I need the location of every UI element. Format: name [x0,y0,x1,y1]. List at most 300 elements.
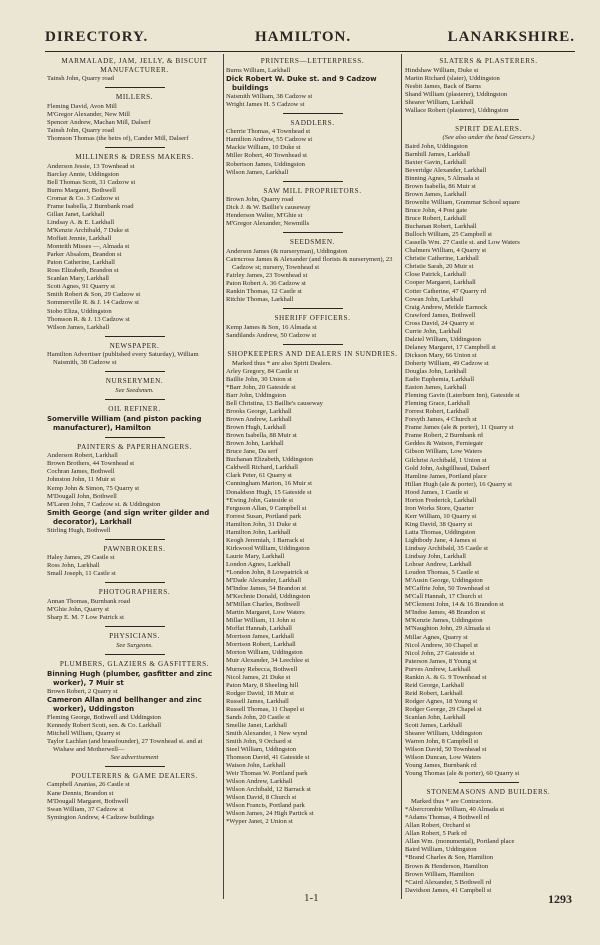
directory-section [226,57,399,109]
directory-entry: Kennedy Robert Scott, sen. & Co. Larkhall [47,721,162,729]
directory-entry: Currie John, Larkhall [405,327,462,335]
directory-entry: Martin Margaret, Low Waters [226,609,305,617]
directory-entry: Wallace Robert (plasterer), Uddingston [405,106,509,114]
directory-entry: Gibson William, Low Waters [405,448,482,456]
directory-entry: Gold John, Ashgillhead, Dalserf [405,464,490,472]
section-rule [105,87,165,88]
directory-entry: Kemp John & Simon, 75 Quarry st [47,484,140,492]
section-note: (See also under the head Grocers.) [442,134,535,142]
directory-entry: Brown Andrew, Larkhall [226,416,292,424]
section-heading: NEWSPAPER. [109,341,160,350]
directory-entry: M'Naughton John, 29 Almada st [405,625,491,633]
directory-entry: Paton Robert A. 36 Cadzow st [226,280,306,288]
directory-entry: M'Millan Charles, Bothwell [226,601,300,609]
directory-entry: M'Indoe James, 54 Brandon st [226,585,307,593]
directory-entry: *London John, 8 Lowpatrick st [226,568,309,576]
section-rule [105,437,165,438]
directory-entry: Forrest Susan, Portland park [226,512,302,520]
directory-entry: Stirling Hugh, Bothwell [47,526,111,534]
directory-entry: Sands John, 20 Castle st [226,713,290,721]
directory-entry: Rankin Thomas, 12 Castle st [226,288,302,296]
directory-entry: Morrison Robert, Larkhall [226,641,296,649]
directory-entry: Sommerville R. & J. 14 Cadzow st [47,299,139,307]
directory-entry: Smith George (and sign writer gilder and decorator), Larkhall [47,508,210,526]
directory-entry: Morton William, Uddingston [226,649,303,657]
section-rule [283,344,343,345]
directory-section [405,125,572,779]
directory-entry: Doherty William, 49 Cadzow st [405,359,489,367]
directory-entry: Nicol John, 27 Gateside st [405,649,475,657]
directory-entry: Scanlan Mary, Larkhall [47,275,110,283]
directory-entry: Reid Robert, Larkhall [405,689,463,697]
section-heading: PHYSICIANS. [109,632,160,641]
directory-entry: Hamline James, Portland place [405,472,487,480]
directory-entry: M'Dougall John, Bothwell [47,492,117,500]
directory-entry: Barr John, Uddingston [226,391,286,399]
column-divider [223,54,224,899]
directory-entry: Barclay Annie, Uddingston [47,170,119,178]
section-rule [105,626,165,627]
directory-entry: Mitchell William, Quarry st [47,729,121,737]
section-rule [283,308,343,309]
directory-entry: M'Dougall Margaret, Bothwell [47,797,129,805]
directory-entry: Dickson Mary, 66 Union st [405,351,477,359]
directory-entry: Brownlie William, Grammar School square [405,199,520,206]
directory-entry: Watson John, Larkhall [226,762,286,770]
section-rule [283,181,343,182]
directory-entry: Weir Thomas W. Portland park [226,770,308,778]
directory-entry: Cooper Margaret, Larkhall [405,279,476,287]
directory-entry: Cowan John, Larkhall [405,295,464,303]
directory-entry: Brown & Henderson, Hamilton [405,862,489,870]
section-heading: SHOPKEEPERS AND DEALERS IN SUNDRIES. [227,350,398,358]
directory-entry: Gillan Janet, Larkhall [47,210,105,218]
directory-entry: Martin Richard (slater), Uddingston [405,74,500,82]
directory-entry: Lightbody Jane, 4 James st [405,536,477,544]
directory-entry: Symington Andrew, 4 Cadzow buildings [47,813,155,821]
directory-entry: Campbell Ananias, 26 Castle st [47,781,130,789]
directory-entry: Hamilton John, 31 Duke st [226,520,297,528]
directory-entry: Anderson Robert, Larkhall [47,452,118,460]
directory-entry: Smith John, 9 Orchard st [226,737,292,745]
directory-entry: Lindsay John, Larkhall [405,553,466,561]
header-left: DIRECTORY. [45,29,149,45]
directory-entry: Kane Dennis, Brandon st [47,789,114,797]
directory-entry: Bell Thomas Scott, 31 Cadzow st [47,178,136,186]
directory-entry: Mackie William, 10 Duke st [226,144,301,152]
directory-entry: *Brand Charles & Son, Hamilton [405,854,494,862]
directory-section [47,545,222,579]
directory-entry: Frame James (ale & porter), 11 Quarry st [405,424,514,432]
directory-entry: Laurie Mary, Larkhall [226,552,285,560]
section-rule [105,371,165,372]
directory-entry: Clark Peter, 61 Quarry st [226,472,292,480]
directory-section [47,443,222,535]
directory-entry: Hindshaw William, Duke st [405,66,479,74]
section-heading: SLATERS & PLASTERERS. [439,57,538,65]
section-heading: SAW MILL PROPRIETORS. [263,186,362,195]
directory-section [405,57,572,115]
directory-entry: *Abercrombie William, 40 Almada st [405,806,505,814]
directory-entry: *Ewing John, Gateside st [226,496,294,504]
directory-entry: Tainsh John, Quarry road [47,126,114,134]
directory-entry: Wilson David, 50 Townhead st [405,746,487,754]
directory-entry: Purves Andrew, Larkhall [405,665,471,673]
directory-entry: Smith Alexander, 1 New wynd [226,729,308,737]
section-heading: SADDLERS. [290,118,335,127]
directory-entry: M'Kenzie James, Uddingston [405,617,483,625]
directory-entry: Cassells Wm. 27 Castle st. and Low Waters [405,239,520,247]
directory-entry: Smellie Janet, Larkhall [226,721,287,729]
directory-entry: Dalziel William, Uddingston [405,335,481,343]
directory-entry: Bulloch William, 25 Campbell st [405,231,492,239]
section-heading: SHERIFF OFFICERS. [274,314,351,323]
page-header [45,29,575,49]
directory-entry: Cromar & Co. 3 Cadzow st [47,194,120,202]
directory-entry: Fleming George, Bothwell and Uddingston [47,713,161,721]
directory-entry: Brown Brothers, 44 Townhead st [47,460,135,468]
directory-entry: Steel William, Uddingston [226,746,297,753]
directory-entry: London Agnes, Larkhall [226,560,291,568]
directory-entry: Dick J. & W. Baillie's causeway [226,204,311,212]
directory-entry: See advertisement [110,753,159,761]
directory-entry: Scott Agnes, 91 Quarry st [47,283,115,291]
directory-entry: Moffatt Jennie, Larkhall [47,235,112,243]
directory-entry: Somerville William (and piston packing manufacturer), Hamilton [47,414,202,432]
directory-entry: Allan Wm. (monumental), Portland place [405,838,515,846]
column-3 [405,56,572,896]
section-heading: PAWNBROKERS. [103,544,166,553]
directory-entry: Shearer William, Larkhall [405,98,474,106]
directory-entry: Ross Elizabeth, Brandon st [47,267,119,275]
directory-entry: Warren John, 8 Campbell st [405,738,479,746]
directory-entry: M'Kenzie Archibald, 7 Duke st [47,227,129,235]
directory-entry: Annan Thomas, Burnbank road [47,598,131,606]
directory-entry: Frame Robert, 2 Burnbank rd [405,432,483,440]
section-heading: SPIRIT DEALERS. [455,124,522,133]
directory-entry: Naismith William, 38 Cadzow st [226,92,313,100]
directory-entry: Russell Thomas, 11 Chapel st [226,705,305,713]
directory-entry: Buchanan Robert, Larkhall [405,223,477,231]
directory-entry: Burns William, Larkhall [226,66,291,74]
directory-entry: Binning Agnes, 5 Almada st [405,174,480,182]
directory-section [47,342,222,368]
directory-entry: Rodger David, 18 Muir st [226,689,294,697]
directory-entry: Wilson James, Larkhall [47,323,110,331]
directory-entry: Frame Isabella, 2 Burnbank road [47,202,134,210]
header-center: HAMILTON. [255,29,352,45]
column-1 [47,56,222,896]
directory-entry: Hood James, 1 Castle st [405,488,469,496]
directory-entry: Eadie Euphemia, Larkhall [405,376,475,384]
directory-entry: Brooks George, Larkhall [226,408,292,416]
directory-entry: Rodger Agnes, 18 Young st [405,697,478,705]
header-rule [45,51,575,52]
directory-entry: Sharp E. M. 7 Low Patrick st [47,614,124,622]
directory-entry: Stobo Eliza, Uddingston [47,307,112,315]
directory-entry: Bell Christina, 13 Baillie's causeway [226,399,323,407]
directory-entry: Wilson David, 8 Church st [226,794,297,802]
directory-entry: Scanlan John, Larkhall [405,714,466,721]
directory-entry: Young James, Burnbank rd [405,762,477,770]
directory-entry: Swan William, 37 Cadzow st [47,805,124,813]
directory-entry: Brown John, Larkhall [226,440,284,448]
directory-entry: Hamilton John, Larkhall [226,528,291,536]
directory-entry: Brown William, Hamilton [405,870,475,878]
directory-entry: Cochran James, Bothwell [47,468,115,476]
directory-section [226,350,399,826]
directory-entry: Ritchie Thomas, Larkhall [226,296,294,304]
directory-entry: M'Ghie John, Quarry st [47,606,109,614]
directory-entry: Allan Robert, Orchard st [405,822,471,830]
column-divider [401,54,402,899]
directory-entry: Geddes & Watson, Ferniegair [405,440,484,448]
directory-entry: Nicol James, 21 Duke st [226,673,291,681]
directory-entry: Burns Margaret, Bothwell [47,186,116,194]
section-heading: OIL REFINER. [108,405,161,414]
directory-entry: Parker Absalom, Brandon st [47,251,122,259]
directory-entry: Wright James H. 5 Cadzow st [226,100,305,108]
directory-entry: Loudon Thomas, 5 Castle st [405,569,480,577]
directory-entry: Millar William, 11 John st [226,617,296,625]
directory-entry: Brown James, Larkhall [405,190,467,198]
directory-entry: Chalmers William, 4 Quarry st [405,247,487,255]
directory-entry: Brown John, Quarry road [226,196,294,204]
directory-entry: Forsyth James, 4 Church st [405,416,477,424]
directory-section [47,660,222,762]
section-rule [105,539,165,540]
directory-entry: Thomson David, 41 Gateside st [226,754,310,762]
directory-entry: Rankin A. & G. 9 Townhead st [405,673,487,681]
directory-entry: Latta Thomas, Uddingston [405,528,476,536]
section-rule [105,147,165,148]
directory-entry: M'Call Hannah, 17 Church st [405,593,483,601]
directory-entry: Baird William, Uddingston [405,846,477,854]
directory-entry: Binning Hugh (plumber, gasfitter and zinc worker), 7 Muir st [47,669,213,687]
directory-entry: Miller Robert, 40 Townhead st [226,152,307,160]
section-rule [283,232,343,233]
section-rule [459,782,519,783]
directory-entry: Christie Sarah, 20 Muir st [405,263,474,271]
directory-entry: Easton James, Larkhall [405,384,467,392]
directory-entry: Lohoar Andrew, Larkhall [405,561,472,569]
section-rule [105,399,165,400]
directory-entry: Ferguson Allan, 9 Campbell st [226,504,307,512]
directory-entry: Horton Frederick, Larkhall [405,496,477,504]
directory-entry: Reid George, Larkhall [405,681,465,689]
directory-section [47,405,222,433]
section-rule [105,582,165,583]
directory-entry: Gilchrist Archibald, 1 Union st [405,456,487,464]
section-rule [283,113,343,114]
directory-entry: Kemp James & Son, 16 Almada st [226,323,317,331]
directory-entry: Bruce Jane, Da serf [226,448,278,456]
section-heading: NURSERYMEN. [105,377,164,386]
directory-section [47,57,222,83]
directory-entry: M'Clement John, 14 & 16 Brandon st [405,601,504,609]
section-note: See Surgeons. [116,641,153,649]
directory-entry: Forrest Robert, Larkhall [405,408,469,416]
directory-entry: Taylor Lachlan (and brassfounder), 27 Townhead st. and at Wishaw and Motherwell— [47,737,203,753]
section-heading: MARMALADE, JAM, JELLY, & BISCUIT MANUFACTURER. [61,57,208,74]
directory-entry: *Caird Alexander, 5 Bothwell rd [405,878,491,886]
header-right: LANARKSHIRE. [447,29,575,45]
directory-entry: Rodger George, 29 Chapel st [405,705,482,713]
directory-entry: King David, 38 Quarry st [405,520,473,528]
directory-entry: Buchanan Elizabeth, Uddingston [226,456,313,464]
directory-entry: Cameron Allan and bellhanger and zinc worker), Uddingston [47,695,202,713]
directory-entry: Anderson James (& nurseryman), Uddingston [226,247,348,255]
directory-section [47,377,222,395]
directory-entry: Fleming Grace, Larkhall [405,400,470,408]
section-rule [105,336,165,337]
section-heading: PLUMBERS, GLAZIERS & GASFITTERS. [59,659,210,668]
column-2 [226,56,399,896]
directory-entry: Russell James, Larkhall [226,697,289,705]
directory-entry: Kirkwood William, Uddingston [226,544,310,552]
directory-entry: *Barr John, 20 Gateside st [226,383,296,391]
directory-entry: Hamilton Andrew, 55 Cadzow st [226,136,313,144]
directory-entry: Lindsay A. & E. Larkhall [47,218,115,226]
directory-entry: Paton Catherine, Larkhall [47,259,115,267]
section-legend: Marked thus * are also Spirit Dealers. [232,359,332,367]
directory-entry: Monteith Misses —, Almada st [47,243,130,251]
directory-entry: M'Kechnie Donald, Uddingston [226,593,311,601]
section-heading: SEEDSMEN. [289,238,336,247]
directory-entry: Thomson R. & J. 13 Cadzow st [47,315,130,323]
directory-entry: Paterson James, 8 Young st [405,657,477,665]
directory-entry: Barnhill James, Larkhall [405,150,471,158]
directory-section [226,119,399,177]
directory-entry: Cunningham Marion, 16 Muir st [226,480,312,488]
directory-entry: Hamilton Advertiser (published every Saturday), William Naismith, 38 Cadzow st [47,351,199,367]
section-heading: PRINTERS—LETTERPRESS. [260,57,365,65]
directory-entry: M'Indoe James, 48 Brandon st [405,609,486,617]
section-rule [459,119,519,120]
directory-entry: Henderson Walter, M'Ghie st [226,212,303,220]
directory-entry: Davidson James, 41 Campbell st [405,886,492,894]
directory-entry: Allan Robert, 5 Park rd [405,830,467,838]
directory-entry: Ross John, Larkhall [47,562,100,570]
directory-entry: Young Thomas (ale & porter), 60 Quarry st [405,770,520,778]
directory-entry: M'Dade Alexander, Larkhall [226,577,302,585]
directory-section [47,772,222,822]
directory-entry: Beveridge Alexander, Larkhall [405,166,487,174]
directory-entry: M'Gregor Alexander, Newmills [226,220,310,228]
directory-entry: Scott James, Larkhall [405,722,462,730]
directory-entry: Donaldson Hugh, 15 Gateside st [226,488,312,496]
directory-section [226,187,399,229]
directory-entry: Crawford James, Bothwell [405,311,476,319]
directory-entry: Bruce Robert, Larkhall [405,215,466,223]
directory-entry: Wilson Francis, Portland park [226,802,305,810]
directory-entry: Brown Hugh, Larkhall [226,424,286,432]
folio-mark: 1-1 [304,892,319,904]
directory-entry: Robertson James, Uddingston [226,160,305,168]
directory-entry: Small Joseph, 11 Castle st [47,570,116,578]
section-heading: MILLINERS & DRESS MAKERS. [75,153,194,162]
directory-section [226,314,399,340]
section-heading: POULTERERS & GAME DEALERS. [71,771,198,780]
directory-entry: Fleming Gavin (Laterburn Inn), Gateside st [405,392,520,400]
section-heading: STONEMASONS AND BUILDERS. [426,788,551,797]
directory-entry: Millar Agnes, Quarry st [405,633,468,641]
directory-entry: *Wyper Janet, 2 Union st [226,818,293,826]
page-number: 1293 [548,892,572,906]
directory-section [47,588,222,622]
directory-entry: Christie Catherine, Larkhall [405,255,479,263]
directory-entry: M'Caffrie John, 50 Townhead st [405,585,490,593]
directory-entry: Baxter Gavin, Larkhall [405,158,466,166]
directory-section [47,153,222,332]
section-legend: Marked thus * are Contractors. [411,797,493,805]
directory-entry: Cross David, 24 Quarry st [405,319,475,327]
directory-entry: Arley Gregory, 84 Castle st [226,367,299,375]
directory-entry: Shearer William, Uddingston [405,730,483,738]
directory-entry: Wilson Andrew, Larkhall [226,778,293,786]
directory-entry: Delaney Margaret, 17 Campbell st [405,343,496,351]
directory-entry: Nicol Andrew, 30 Chapel st [405,641,479,649]
directory-entry: Cotter Catherine, 47 Quarry rd [405,287,487,295]
section-heading: PAINTERS & PAPERHANGERS. [77,442,192,451]
directory-entry: Fairley James, 23 Townhead st [226,272,308,280]
section-heading: MILLERS. [115,93,154,102]
directory-entry: Brown Isabella, 88 Muir st [226,432,297,440]
directory-entry: Wilson James, Larkhall [226,168,289,176]
directory-entry: Cairncross James & Alexander (and florists & nurserymen), 23 Cadzow st; nursery, Townhead st [226,256,393,272]
directory-entry: Baillie John, 30 Union st [226,375,292,383]
directory-entry: Close Patrick, Larkhall [405,271,466,279]
directory-entry: Tainsh John, Quarry road [47,75,114,83]
directory-section [47,632,222,650]
section-note: See Seedsmen. [115,386,154,394]
section-rule [105,766,165,767]
section-rule [105,654,165,655]
directory-entry: Muir Alexander, 34 Leechlee st [226,657,310,665]
directory-entry: Caldwell Richard, Larkhall [226,464,298,472]
directory-entry: M'Laren John, 7 Cadzow st. & Uddingston [47,500,161,508]
directory-entry: Nesbit James, Back of Barns [405,82,481,90]
directory-entry: Brown Isabella, 86 Muir st [405,182,476,190]
directory-entry: Baird John, Uddingston [405,142,468,150]
directory-entry: *Adams Thomas, 4 Bothwell rd [405,814,490,822]
directory-entry: Keogh Jeremiah, 1 Barrack st [226,536,305,544]
directory-entry: Haley James, 29 Castle st [47,554,115,562]
directory-entry: M'Gregor Alexander, New Mill [47,110,130,118]
directory-section [226,238,399,304]
directory-section [405,788,572,894]
directory-entry: Johnston John, 11 Muir st [47,476,116,484]
directory-entry: Murray Rebecca, Bothwell [226,665,298,673]
directory-entry: Kerr William, 10 Quarry st [405,512,477,520]
directory-entry: Wilson Archibald, 12 Barrack st [226,786,311,794]
directory-entry: M'Ausin George, Uddingston [405,577,483,585]
directory-entry: Moffat Hannah, Larkhall [226,625,292,633]
directory-entry: Paton Mary, 8 Sheeling hill [226,681,299,689]
directory-entry: Shand William (plasterer), Uddingston [405,90,508,98]
directory-entry: Cherrie Thomas, 4 Townhead st [226,128,311,136]
directory-entry: Brown Robert, 2 Quarry st [47,687,118,695]
directory-entry: Smith Robert & Son, 29 Cadzow st [47,291,141,299]
directory-entry: Douglas John, Larkhall [405,367,467,375]
directory-entry: Craig Andrew, Meikle Earnock [405,303,488,311]
directory-entry: Spencer Andrew, Machan Mill, Dalserf [47,118,151,126]
directory-entry: Dick Robert W. Duke st. and 9 Cadzow buildings [226,74,377,92]
directory-section [47,93,222,143]
directory-entry: Wilson James, 24 High Partick st [226,810,314,818]
directory-entry: Morrison James, Larkhall [226,633,294,641]
directory-entry: Fleming David, Avon Mill [47,102,117,110]
